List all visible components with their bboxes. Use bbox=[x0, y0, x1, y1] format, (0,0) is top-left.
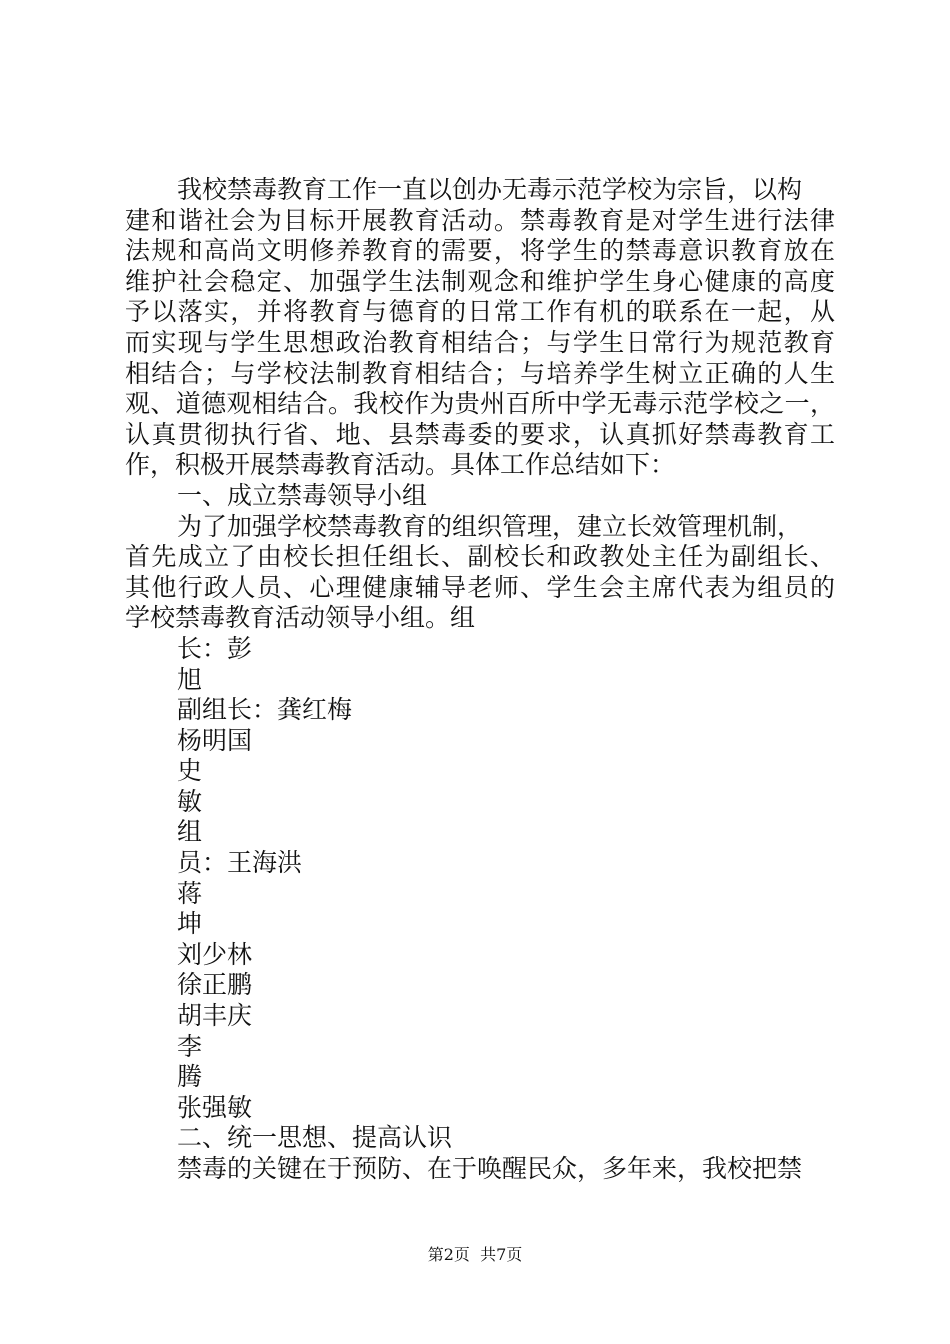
section-heading: 一、成立禁毒领导小组 bbox=[177, 480, 428, 510]
paragraph-line: 为了加强学校禁毒教育的组织管理，建立长效管理机制， bbox=[177, 511, 803, 541]
member-line: 腾 bbox=[177, 1062, 203, 1092]
paragraph-line: 学校禁毒教育活动领导小组。组 bbox=[125, 603, 476, 633]
paragraph-line: 维护社会稳定、加强学生法制观念和维护学生身心健康的高度 bbox=[125, 266, 835, 296]
member-line: 坤 bbox=[177, 909, 203, 939]
paragraph-line: 相结合；与学校法制教育相结合；与培养学生树立正确的人生 bbox=[125, 358, 835, 388]
member-line: 员：王海洪 bbox=[177, 848, 303, 878]
paragraph-line: 而实现与学生思想政治教育相结合；与学生日常行为规范教育 bbox=[125, 327, 835, 357]
paragraph-line: 认真贯彻执行省、地、县禁毒委的要求，认真抓好禁毒教育工 bbox=[125, 419, 835, 449]
paragraph-line: 其他行政人员、心理健康辅导老师、学生会主席代表为组员的 bbox=[125, 572, 835, 602]
body-text bbox=[125, 175, 835, 1185]
paragraph-line: 观、道德观相结合。我校作为贵州百所中学无毒示范学校之一， bbox=[125, 389, 835, 419]
member-line: 张强敏 bbox=[177, 1092, 253, 1122]
member-line: 李 bbox=[177, 1031, 203, 1061]
member-line: 徐正鹏 bbox=[177, 970, 253, 1000]
member-line: 蒋 bbox=[177, 878, 203, 908]
member-line: 副组长：龚红梅 bbox=[177, 695, 353, 725]
paragraph-line: 予以落实，并将教育与德育的日常工作有机的联系在一起，从 bbox=[125, 297, 835, 327]
paragraph-line: 建和谐社会为目标开展教育活动。禁毒教育是对学生进行法律 bbox=[125, 205, 835, 235]
member-line: 组 bbox=[177, 817, 203, 847]
member-line: 史 bbox=[177, 756, 203, 786]
page-number-footer bbox=[0, 1242, 950, 1265]
paragraph-line: 作，积极开展禁毒教育活动。具体工作总结如下： bbox=[125, 450, 676, 480]
section-heading: 二、统一思想、提高认识 bbox=[177, 1123, 453, 1153]
member-line: 胡丰庆 bbox=[177, 1001, 253, 1031]
paragraph-line: 法规和高尚文明修养教育的需要，将学生的禁毒意识教育放在 bbox=[125, 236, 835, 266]
member-line: 杨明国 bbox=[177, 725, 253, 755]
paragraph-line: 禁毒的关键在于预防、在于唤醒民众，多年来，我校把禁 bbox=[177, 1154, 803, 1183]
paragraph-line: 首先成立了由校长担任组长、副校长和政教处主任为副组长、 bbox=[125, 542, 835, 572]
member-line: 敏 bbox=[177, 786, 203, 816]
paragraph-line: 我校禁毒教育工作一直以创办无毒示范学校为宗旨，以构 bbox=[177, 175, 803, 204]
member-line: 刘少林 bbox=[177, 939, 253, 969]
member-line: 旭 bbox=[177, 664, 203, 694]
page-number-label: 第2页 共7页 bbox=[427, 1245, 523, 1264]
member-line: 长：彭 bbox=[177, 633, 253, 663]
